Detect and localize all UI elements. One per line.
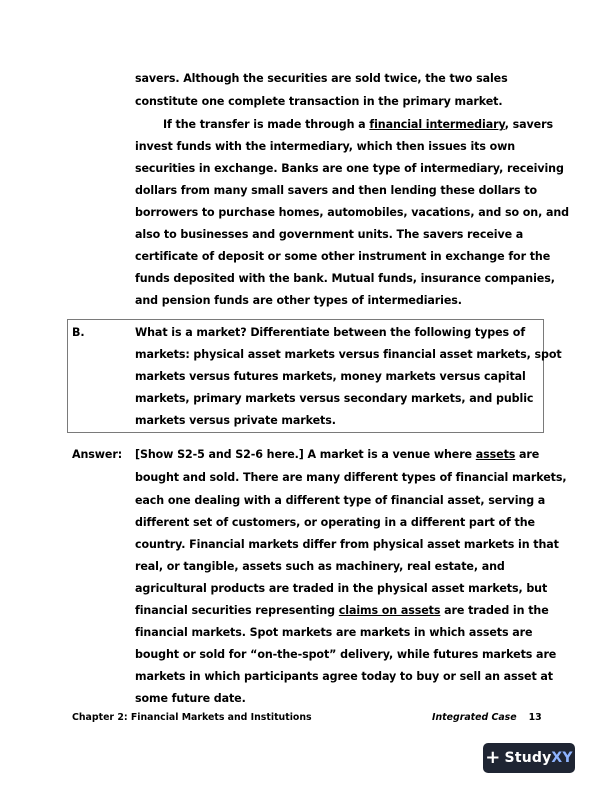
paragraph-line: and pension funds are other types of intermediaries. [135,294,462,307]
paragraph-line: securities in exchange. Banks are one type of intermediary, receiving [135,162,564,175]
paragraph-line [163,118,553,132]
answer-line: bought or sold for “on-the-spot” delivery, while futures markets are [135,648,557,661]
footer-case-page [432,712,542,724]
text-span: If the transfer is made through a [163,118,370,131]
answer-line: markets in which participants agree today to buy or sell an asset at [135,670,554,683]
footer-chapter: Chapter 2: Financial Markets and Institutions [72,712,312,723]
assets-term: assets [475,448,516,461]
question-line: markets, primary markets versus secondary markets, and public [135,392,534,405]
question-line: markets versus futures markets, money markets versus capital [135,370,526,383]
paragraph-line: borrowers to purchase homes, automobiles, vacations, and so on, and [135,206,569,219]
answer-line: agricultural products are traded in the physical asset markets, but [135,582,548,595]
footer-case: Integrated Case [432,712,517,723]
answer-line: each one dealing with a different type of financial asset, serving a [135,494,546,507]
answer-line: real, or tangible, assets such as machinery, real estate, and [135,560,505,573]
text-span: , savers [504,118,553,131]
paragraph-line: constitute one complete transaction in the primary market. [135,95,503,108]
paragraph-line: invest funds with the intermediary, which then issues its own [135,140,516,153]
text-span: are [515,448,540,461]
paragraph-line: savers. Although the securities are sold twice, the two sales [135,72,508,85]
answer-line: financial markets. Spot markets are markets in which assets are [135,626,533,639]
answer-line [135,448,539,462]
plus-icon: + [485,747,501,768]
financial-intermediary-term: financial intermediary [369,118,505,131]
paragraph-line: dollars from many small savers and then lending these dollars to [135,184,538,197]
question-line: What is a market? Differentiate between the following types of [135,326,526,339]
text-span: are traded in the [440,604,549,617]
text-span: financial securities representing [135,604,339,617]
answer-line: country. Financial markets differ from physical asset markets in that [135,538,559,551]
answer-line [135,604,549,618]
answer-line: different set of customers, or operating in a different part of the [135,516,535,529]
question-line: markets: physical asset markets versus financial asset markets, spot [135,348,562,361]
paragraph-line: funds deposited with the bank. Mutual funds, insurance companies, [135,272,555,285]
paragraph-line: certificate of deposit or some other instrument in exchange for the [135,250,551,263]
answer-line: bought and sold. There are many different types of financial markets, [135,471,567,484]
paragraph-line: also to businesses and government units. The savers receive a [135,228,524,241]
badge-xy-text: XY [551,750,573,766]
answer-line: some future date. [135,692,246,705]
page-number: 13 [528,712,542,723]
question-label: B. [72,326,85,339]
answer-label: Answer: [72,448,123,461]
claims-on-assets-term: claims on assets [338,604,441,617]
studyxy-badge[interactable] [483,743,575,773]
text-span: [Show S2-5 and S2-6 here.] A market is a venue where [135,448,476,461]
badge-study-text: Study [504,750,552,766]
question-line: markets versus private markets. [135,414,336,427]
